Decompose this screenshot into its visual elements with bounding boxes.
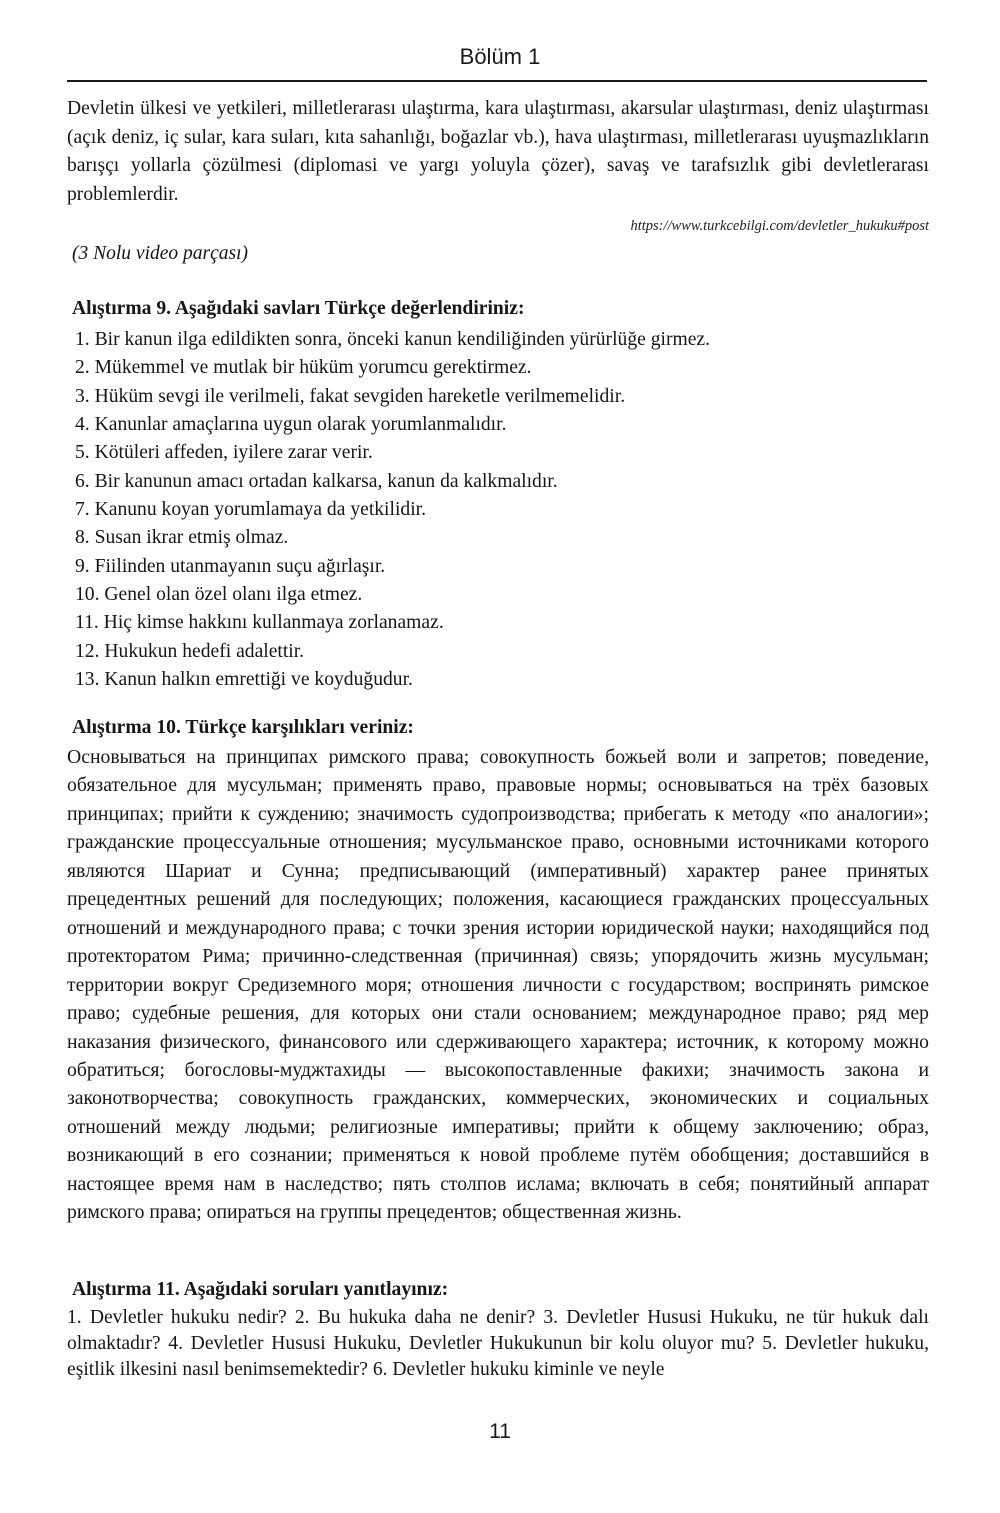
list-item: 10. Genel olan özel olanı ilga etmez. <box>75 584 363 606</box>
source-url: https://www.turkcebilgi.com/devletler_hukuku#post <box>630 218 929 234</box>
list-item: 1. Bir kanun ilga edildikten sonra, önceki kanun kendiliğinden yürürlüğe girmez. <box>75 329 711 350</box>
list-item: 2. Mükemmel ve mutlak bir hüküm yorumcu gerektirmez. <box>75 357 532 379</box>
list-item: 7. Kanunu koyan yorumlamaya da yetkilidir. <box>75 499 426 521</box>
list-item: 3. Hüküm sevgi ile verilmeli, fakat sevgiden hareketle verilmemelidir. <box>75 385 626 407</box>
list-item: 4. Kanunlar amaçlarına uygun olarak yorumlanmalıdır. <box>75 414 507 436</box>
exercise-11-heading: Alıştırma 11. Aşağıdaki soruları yanıtlayınız: <box>72 1279 449 1300</box>
list-item: 11. Hiç kimse hakkını kullanmaya zorlanamaz. <box>75 612 444 634</box>
list-item: 6. Bir kanunun amacı ortadan kalkarsa, kanun da kalkmalıdır. <box>75 470 558 492</box>
header-divider <box>67 80 927 82</box>
list-item: 12. Hukukun hedefi adalettir. <box>75 640 305 662</box>
exercise-11-text: 1. Devletler hukuku nedir? 2. Bu hukuka daha ne denir? 3. Devletler Hususi Hukuku, ne tür hukuk dalı olmaktadır? 4. Devletler Hususi Hukuku, Devletler Hukukunun bir kolu oluyor mu? 5. Devletler hukuku, eşitlik ilkesini nasıl benimsemektedir? 6. Devletler hukuku kiminle ve neyle <box>67 1307 929 1380</box>
list-item: 5. Kötüleri affeden, iyilere zarar verir. <box>75 442 373 464</box>
exercise-9-heading: Alıştırma 9. Aşağıdaki savları Türkçe değerlendiriniz: <box>72 298 525 319</box>
list-item: 9. Fiilinden utanmayanın suçu ağırlaşır. <box>75 555 386 577</box>
chapter-title: Bölüm 1 <box>459 44 541 69</box>
video-note: (3 Nolu video parçası) <box>72 243 249 264</box>
intro-paragraph: Devletin ülkesi ve yetkileri, milletlerarası ulaştırma, kara ulaştırması, akarsular ulaştırması, deniz ulaştırması (açık deniz, iç sular, kara suları, kıta sahanlığı, boğazlar vb.), hava ulaştırması, milletlerarası uyuşmazlıkların barışçı yollarla çözülmesi (diplomasi ve yargı yoluyla çözer), savaş ve tarafsızlık gibi devletlerarası problemlerdir. <box>67 98 929 205</box>
page-number: 11 <box>489 1420 511 1443</box>
list-item: 8. Susan ikrar etmiş olmaz. <box>75 527 289 549</box>
exercise-9-list <box>75 326 710 694</box>
exercise-10-text: Основываться на принципах римского права; совокупность божьей воли и запретов; поведение, обязательное для мусульман; применять право, правовые нормы; основываться на трёх базовых принципах; прийти к суждению; значимость судопроизводства; прибегать к методу «по аналогии»; гражданские процессуальные отношения; мусульманское право, основными источниками которого являются Шариат и Сунна; предписывающий (императивный) характер ранее принятых прецедентных решений для последующих; положения, касающиеся гражданских процессуальных отношений и международного права; с точки зрения истории юридической науки; находящийся под протекторатом Рима; причинно-следственная (причинная) связь; упорядочить жизнь мусульман; территории вокруг Средиземного моря; отношения личности с государством; воспринять римское право; судебные решения, для которых они стали основанием; международное право; ряд мер наказания физического, финансового или сдерживающего характера; источник, к которому можно обратиться; богословы-муджтахиды — высокопоставленные факихи; значимость закона и законотворчества; совокупность гражданских, коммерческих, экономических и социальных отношений между людьми; религиозные императивы; прийти к общему заключению; образ, возникающий в его сознании; применяться к новой проблеме путём обобщения; доставшийся в настоящее время нам в наследство; пять столпов ислама; включать в себя; понятийный аппарат римского права; опираться на группы прецедентов; общественная жизнь. <box>67 746 929 1224</box>
exercise-10-heading: Alıştırma 10. Türkçe karşılıkları veriniz: <box>72 717 414 738</box>
list-item: 13. Kanun halkın emrettiği ve koyduğudur. <box>75 669 413 691</box>
